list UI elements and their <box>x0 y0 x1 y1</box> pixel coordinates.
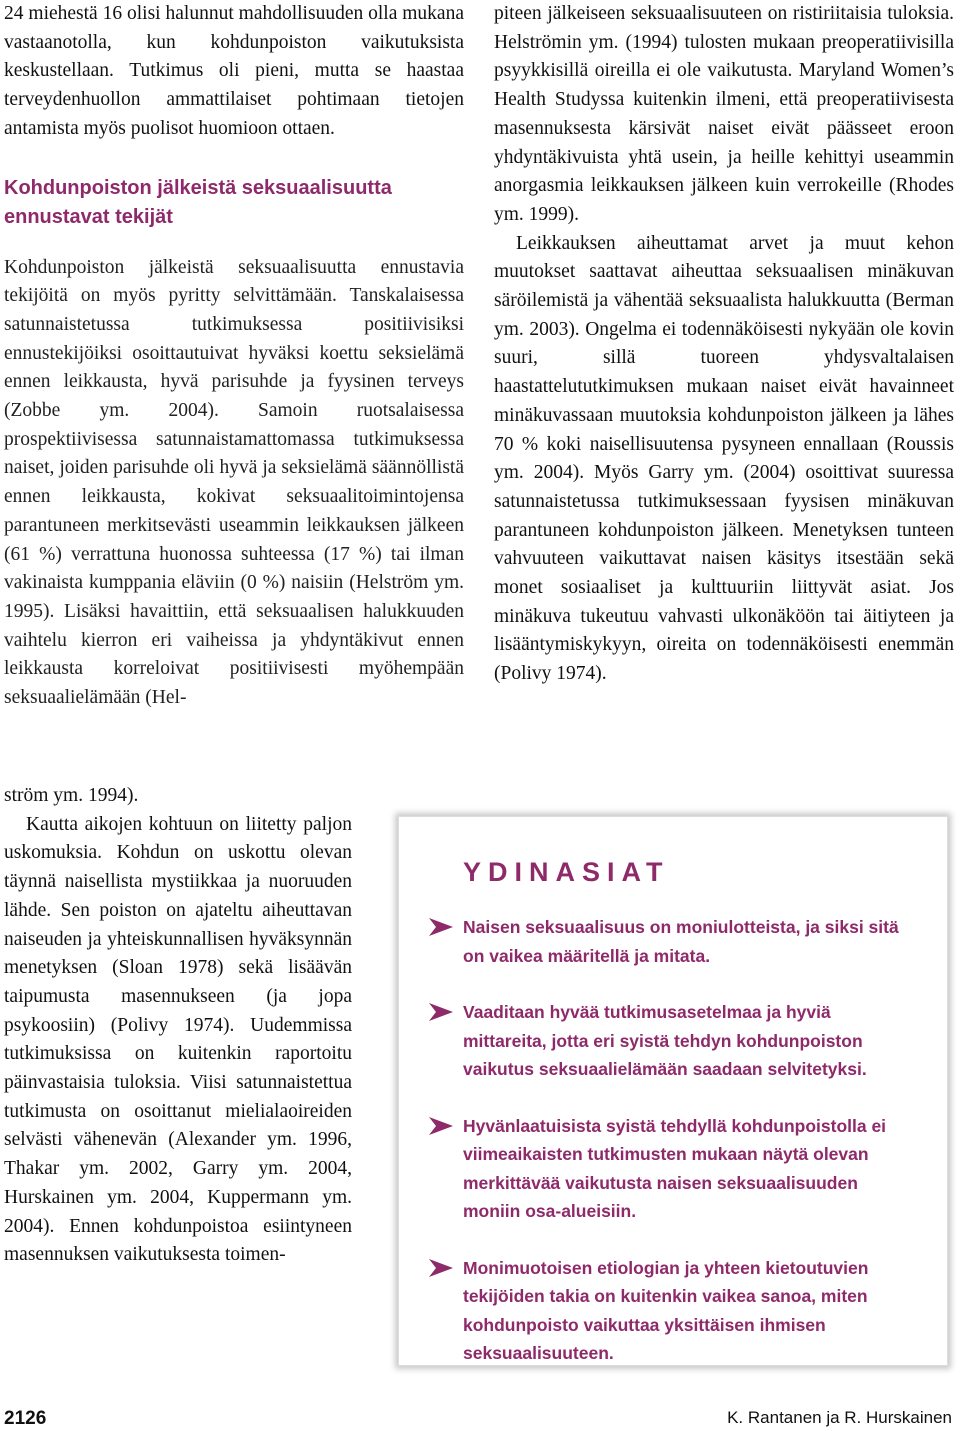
key-point-text: Hyvänlaatuisista syistä tehdyllä kohdunpoistolla ei viimeaikaisten tutkimusten mukaan näytä olevan merkittävää vaikutusta naisen seksuaalisuuden moniin osa-alueisiin. <box>463 1115 887 1221</box>
key-point-item <box>429 1254 919 1368</box>
footer-authors: K. Rantanen ja R. Hurskainen <box>727 1408 952 1427</box>
arrowhead-bullet-icon <box>429 1117 453 1135</box>
key-point-text: Vaaditaan hyvää tutkimusasetelmaa ja hyviä mittareita, jotta eri syistä tehdyn kohdunpoiston vaikutus seksuaalielämään saadaan selvitetyksi. <box>463 1002 867 1079</box>
left-column-top <box>4 0 464 713</box>
key-point-text: Naisen seksuaalisuus on moniulotteista, ja siksi sitä on vaikea määritellä ja mitata. <box>463 917 899 966</box>
key-points-title: YDINASIAT <box>463 857 670 887</box>
body-paragraph: Kautta aikojen kohtuun on liitetty paljon uskomuksia. Kohdun on uskottu olevan täynnä naisellista mystiikkaa ja nuoruuden lähde. Sen poiston on ajateltu aiheuttavan naiseuden ja yhteiskunnallisen hyväksynnän menetyksen (Sloan 1978) sekä lisäävän taipumusta masennukseen (ja jopa psykoosiin) (Polivy 1974). Uudemmissa tutkimuksissa on kuitenkin raportoitu päinvastaisia tuloksia. Viisi satunnaistettua tutkimusta on osoittanut mielialaoireiden selvästi vähenevän (Alexander ym. 1996, Thakar ym. 2002, Garry ym. 2004, Hurskainen ym. 2004, Kuppermann ym. 2004). Ennen kohdunpoistoa esiintyneen masennuksen vaikutuksesta toimen- <box>4 813 352 1266</box>
section-heading: Kohdunpoiston jälkeistä seksuaalisuutta ennustavat tekijät <box>4 176 392 228</box>
key-points-list <box>429 913 919 1396</box>
right-column <box>494 0 954 689</box>
left-column-bottom <box>4 782 352 1270</box>
key-point-item <box>429 998 919 1084</box>
body-paragraph: piteen jälkeiseen seksuaalisuuteen on ristiriitaisia tuloksia. Helströmin ym. (1994) tulosten mukaan preoperatiivisilla psyykkisillä oireilla ei ole vaikutusta. Maryland Women’s Health Studyssa kuitenkin ilmeni, että preoperatiivisesta masennuksesta kärsivät naiset eivät päässeet eroon yhdyntäkivuista yhtä usein, ja heille kehittyi useammin anorgasmia leikkauksen jälkeen kuin verrokeille (Rhodes ym. 1999). <box>494 3 954 225</box>
key-point-text: Monimuotoisen etiologian ja yhteen kietoutuvien tekijöiden takia on kuitenkin vaikea sanoa, miten kohdunpoisto vaikuttaa yksittäisen ihmisen seksuaalisuuteen. <box>463 1257 869 1363</box>
arrowhead-bullet-icon <box>429 1003 453 1021</box>
key-points-box <box>398 816 948 1366</box>
key-point-item <box>429 1112 919 1226</box>
body-paragraph: Leikkauksen aiheuttamat arvet ja muut kehon muutokset saattavat aiheuttaa seksuaalisen minäkuvan säröilemistä ja vähentää seksuaalista halukkuutta (Berman ym. 2003). Ongelma ei todennäköisesti nykyään ole kovin suuri, sillä tuoreen yhdysvaltalaisen haastattelututkimuksen mukaan naiset eivät havainneet minäkuvassaan muutoksia kohdunpoiston jälkeen ja lähes 70 % koki naisellisuutensa pysyneen ennallaan (Roussis ym. 2004). Myös Garry ym. (2004) osoittivat suuressa satunnaistetussa tutkimuksessaan fyysisen minäkuvan parantuneen kohdunpoiston jälkeen. Menetyksen tunteen vahvuuteen vaikuttavat naisen käsitys itsestään sekä monet sosiaaliset ja kulttuuriin liittyvät asiat. Jos minäkuva tukeutuu vahvasti ulkonäköön tai äitiyteen ja lisääntymiskykyyn, oireita on todennäköisesti enemmän (Polivy 1974). <box>494 232 954 685</box>
arrowhead-bullet-icon <box>429 918 453 936</box>
page-number: 2126 <box>4 1408 47 1429</box>
arrowhead-bullet-icon <box>429 1259 453 1277</box>
body-paragraph: 24 miehestä 16 olisi halunnut mahdollisuuden olla mukana vastaanotolla, kun kohdunpoiston vaikutuksista keskustellaan. Tutkimus oli pieni, mutta se haastaa terveydenhuollon ammattilaiset pohtimaan tietojen antamista myös puolisot huomioon ottaen. <box>4 3 464 139</box>
body-paragraph: Kohdunpoiston jälkeistä seksuaalisuutta ennustavia tekijöitä on myös pyritty selvittämään. Tanskalaisessa satunnaistetussa tutkimuksessa positiivisiksi ennustekijöiksi osoittautuivat hyväksi koettu seksielämä ennen leikkausta, hyvä parisuhde ja fyysinen terveys (Zobbe ym. 2004). Samoin ruotsalaisessa prospektiivisessa satunnaistamattomassa tutkimuksessa naiset, joiden parisuhde oli hyvä ja seksielämä säännöllistä ennen leikkausta, kokivat seksuaalitoimintojensa parantuneen merkitsevästi useammin leikkauksen jälkeen (61 %) verrattuna huonossa suhteessa (17 %) tai ilman vakinaista kumppania eläviin (0 %) naisiin (Helström ym. 1995). Lisäksi havaittiin, että seksuaalisen halukkuuden vaihtelu kierron eri vaiheissa ja yhdyntäkivut ennen leikkausta korreloivat positiivisesti myöhempään seksuaalielämään (Hel- <box>4 256 464 709</box>
body-paragraph-continued: ström ym. 1994). <box>4 785 139 806</box>
key-point-item <box>429 913 919 970</box>
